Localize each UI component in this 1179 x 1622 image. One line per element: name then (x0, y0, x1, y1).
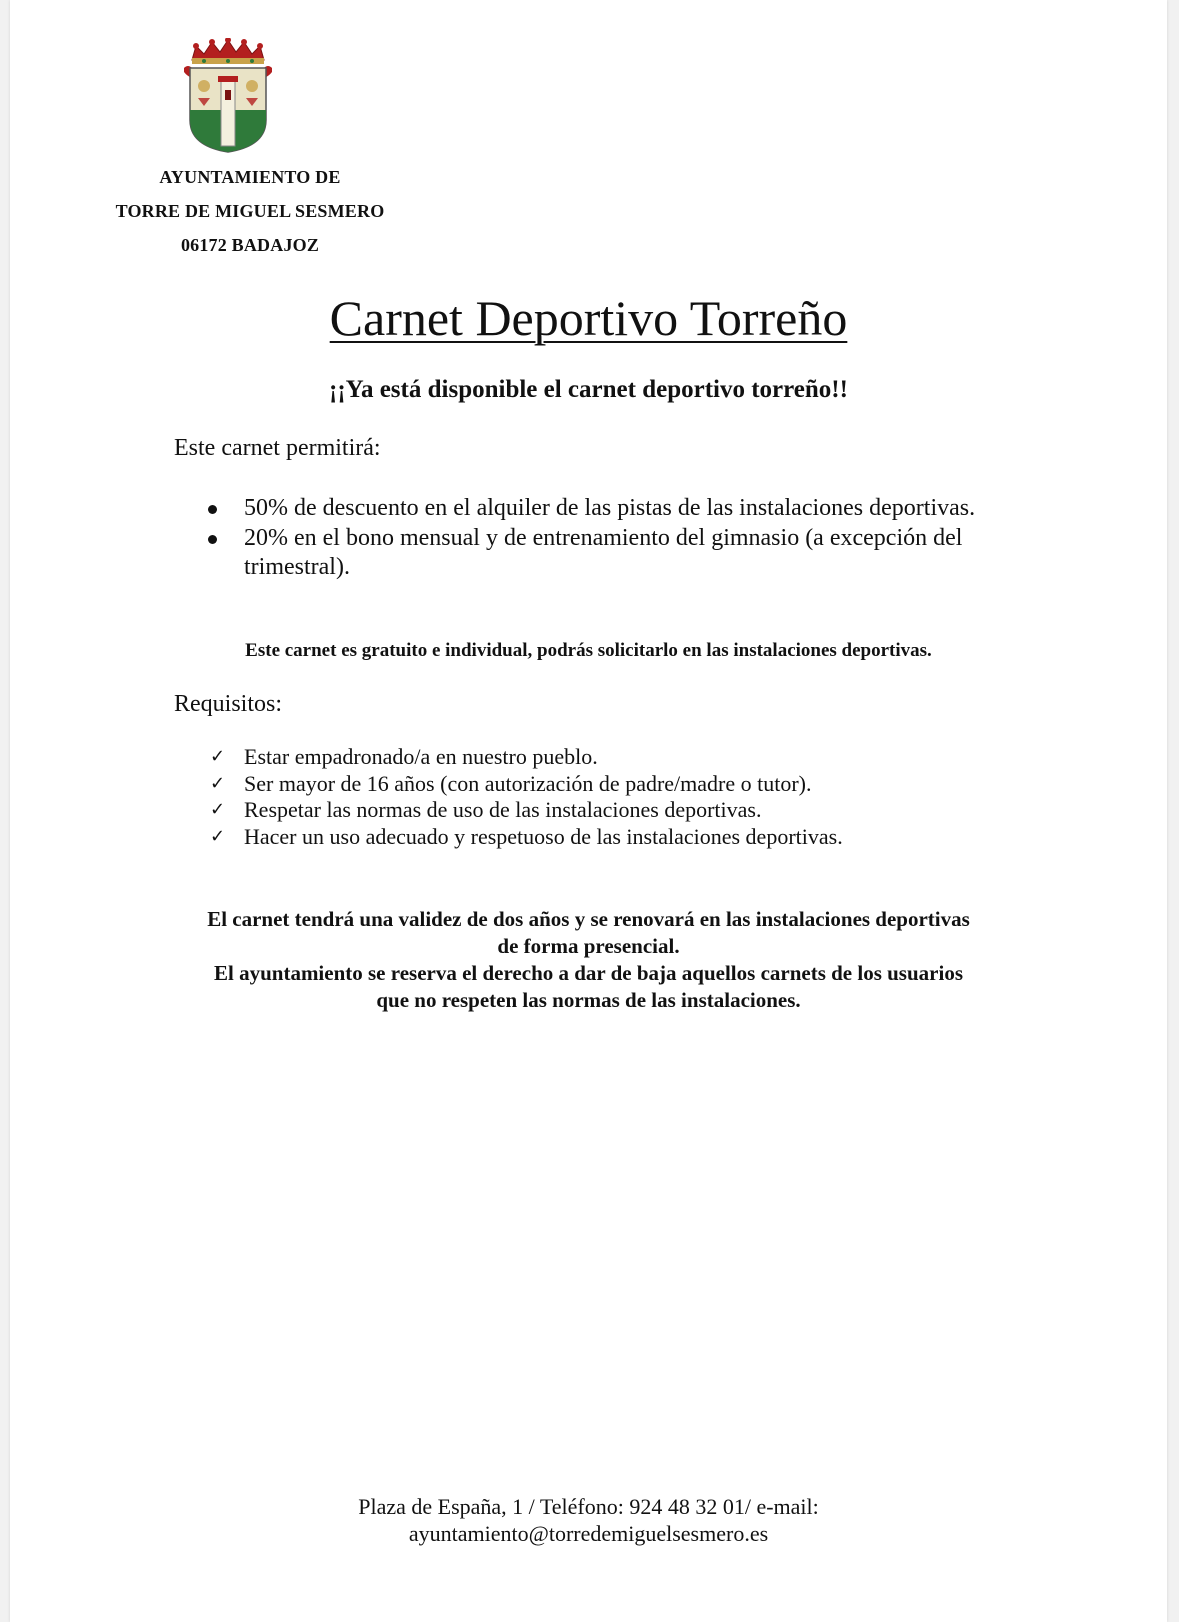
page-title: Carnet Deportivo Torreño (329, 290, 848, 346)
header-line-3: 06172 BADAJOZ (180, 235, 320, 255)
page-title-container (10, 288, 1167, 348)
header-line-1: AYUNTAMIENTO DE (159, 167, 341, 187)
requirement-text: Estar empadronado/a en nuestro pueblo. (244, 744, 598, 769)
municipality-header (90, 160, 410, 262)
requirement-text: Hacer un uso adecuado y respetuoso de las instalaciones deportivas. (244, 823, 843, 849)
benefits-list (208, 494, 1038, 583)
benefit-text: 50% de descuento en el alquiler de las pistas de las instalaciones deportivas. (244, 495, 976, 521)
list-item (208, 797, 1038, 824)
header-line-2: TORRE DE MIGUEL SESMERO (115, 201, 385, 221)
footer-contact (10, 1493, 1167, 1547)
bullet-icon (208, 535, 217, 544)
requirement-text: Respetar las normas de uso de las instalaciones deportivas. (244, 797, 762, 822)
footer-address: Plaza de España, 1 / Teléfono: 924 48 32 01/ e-mail: (358, 1494, 819, 1519)
validity-notice (200, 906, 977, 1014)
checkmark-icon: ✓ (210, 746, 226, 767)
footer-email: ayuntamiento@torredemiguelsesmero.es (408, 1521, 769, 1546)
checkmark-icon: ✓ (210, 799, 226, 820)
announcement-subtitle: ¡¡Ya está disponible el carnet deportivo torreño!! (329, 376, 848, 403)
validity-text: El carnet tendrá una validez de dos años y se renovará en las instalaciones deportivas de forma presencial. (207, 907, 970, 958)
free-note: Este carnet es gratuito e individual, podrás solicitarlo en las instalaciones deportivas. (245, 640, 932, 661)
requirement-text: Ser mayor de 16 años (con autorización de padre/madre o tutor). (244, 770, 812, 796)
coat-of-arms-icon (182, 38, 274, 154)
document-page (10, 0, 1167, 1622)
list-item (208, 744, 1038, 771)
checkmark-icon: ✓ (210, 825, 226, 847)
list-item (208, 824, 1038, 851)
list-item (208, 771, 1038, 798)
requirements-list (208, 744, 1038, 850)
benefits-intro: Este carnet permitirá: (174, 435, 381, 461)
list-item (208, 494, 1038, 523)
bullet-icon (208, 505, 217, 514)
list-item (208, 524, 1038, 582)
checkmark-icon: ✓ (210, 772, 226, 794)
benefit-text: 20% en el bono mensual y de entrenamiento del gimnasio (a excepción del trimestral). (244, 525, 963, 580)
reservation-text: El ayuntamiento se reserva el derecho a dar de baja aquellos carnets de los usuarios que no respeten las normas de las instalaciones. (214, 961, 963, 1012)
requirements-label: Requisitos: (174, 691, 283, 717)
